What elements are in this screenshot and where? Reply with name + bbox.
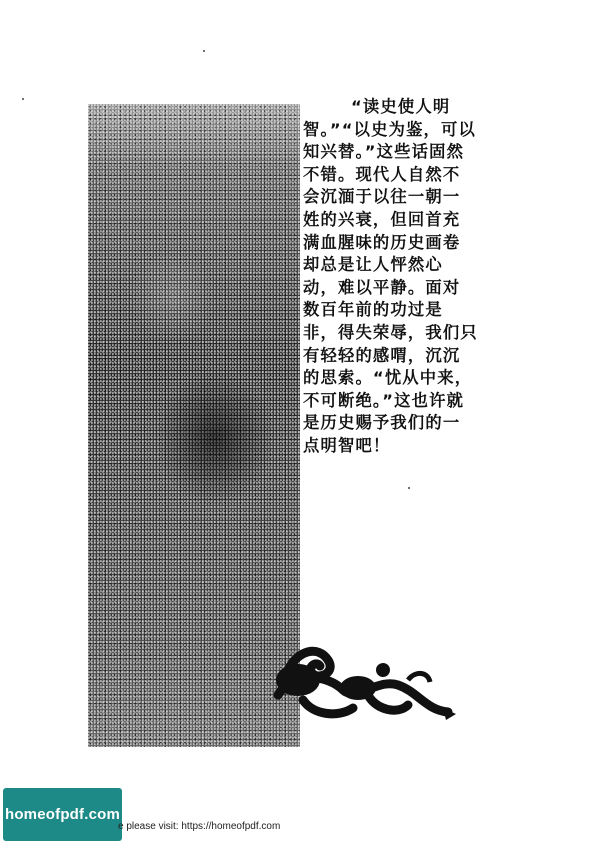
poem-line: 姓的兴衰，但回首充 [303, 209, 461, 229]
poem-line: 动，难以平静。面对 [303, 277, 461, 297]
poem-line: 有轻轻的感喟，沉沉 [303, 345, 461, 365]
poem-line: 却总是让人怦然心 [303, 255, 443, 275]
scan-speck [203, 50, 205, 52]
poem-line: 点明智吧！ [303, 435, 391, 455]
poem-line: 非，得失荣辱，我们只 [303, 322, 478, 342]
poem-line: 智。”“以史为鉴，可以 [303, 119, 476, 139]
poem-line: 的思索。“忧从中来， [303, 368, 473, 388]
poem-line: 不可断绝。”这也许就 [303, 390, 465, 410]
poem-line: 不错。现代人自然不 [303, 164, 461, 184]
scan-speck [408, 487, 410, 489]
poem-line: 知兴替。”这些话固然 [303, 142, 465, 162]
scan-speck [22, 98, 24, 100]
footer-visit-text[interactable]: e please visit: https://homeofpdf.com [118, 821, 281, 832]
poem-line: “读史使人明 [351, 97, 451, 116]
logo-text: homeofpdf.com [4, 806, 121, 823]
poem-line: 是历史赐予我们的一 [303, 413, 461, 433]
poem-line: 会沉湎于以往一朝一 [303, 187, 461, 207]
poem-line: 数百年前的功过是 [303, 300, 443, 320]
dragon-ornament-icon [258, 640, 458, 725]
poem-text-block [303, 96, 503, 458]
homeofpdf-logo[interactable] [3, 788, 122, 841]
poem-line: 满血腥味的历史画卷 [303, 232, 461, 252]
